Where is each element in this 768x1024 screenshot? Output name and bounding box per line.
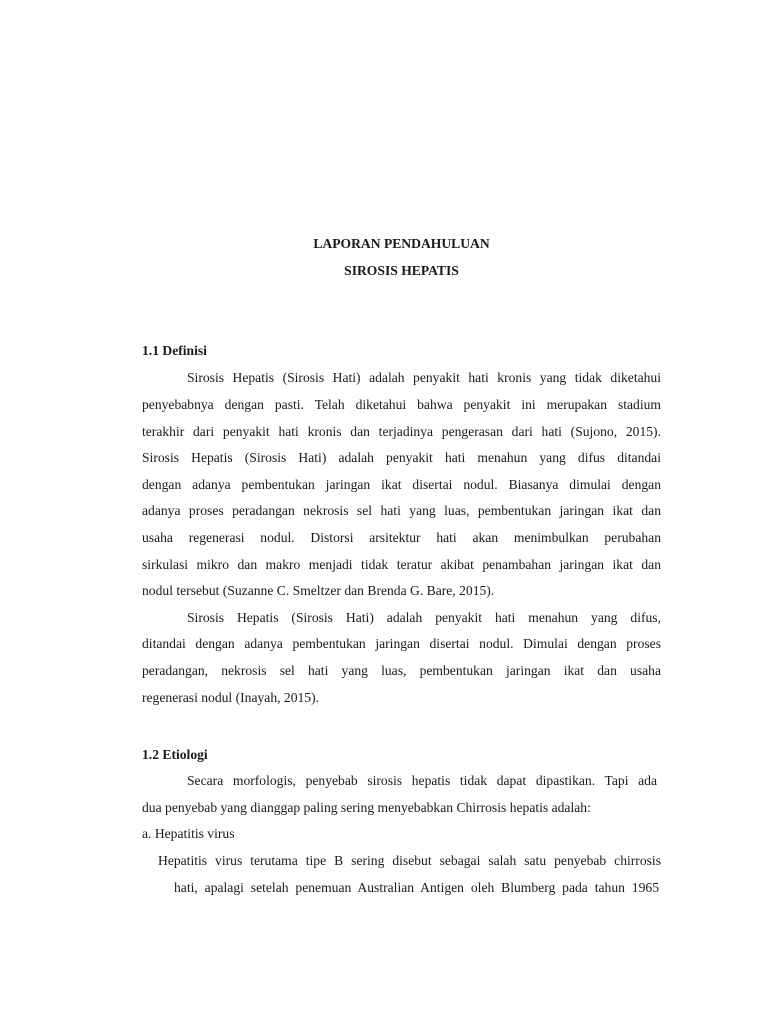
paragraph-line: Secara morfologis, penyebab sirosis hepatis tidak dapat dipastikan. Tapi ada	[187, 773, 657, 788]
paragraph-line: peradangan, nekrosis sel hati yang luas, pembentukan jaringan ikat dan usaha	[142, 663, 661, 678]
paragraph-line: penyebabnya dengan pasti. Telah diketahui bahwa penyakit ini merupakan stadium	[142, 397, 661, 412]
list-item-line: hati, apalagi setelah penemuan Australian Antigen oleh Blumberg pada tahun 1965	[174, 880, 659, 895]
document-subtitle: SIROSIS HEPATIS	[344, 263, 459, 278]
list-item-label: a. Hepatitis virus	[142, 826, 235, 841]
paragraph-line: usaha regenerasi nodul. Distorsi arsitektur hati akan menimbulkan perubahan	[142, 530, 661, 545]
list-item-line: Hepatitis virus terutama tipe B sering disebut sebagai salah satu penyebab chirrosis	[158, 853, 661, 868]
document-title: LAPORAN PENDAHULUAN	[313, 236, 490, 251]
section-heading-etiologi: 1.2 Etiologi	[142, 747, 208, 762]
paragraph-line: dengan adanya pembentukan jaringan ikat disertai nodul. Biasanya dimulai dengan	[142, 477, 661, 492]
paragraph-line: Sirosis Hepatis (Sirosis Hati) adalah penyakit hati menahun yang difus ditandai	[142, 450, 661, 465]
paragraph-line: adanya proses peradangan nekrosis sel hati yang luas, pembentukan jaringan ikat dan	[142, 503, 661, 518]
paragraph-line: dua penyebab yang dianggap paling sering menyebabkan Chirrosis hepatis adalah:	[142, 800, 591, 815]
paragraph-line: ditandai dengan adanya pembentukan jaringan disertai nodul. Dimulai dengan proses	[142, 636, 661, 651]
paragraph-line: nodul tersebut (Suzanne C. Smeltzer dan Brenda G. Bare, 2015).	[142, 583, 495, 598]
paragraph-line: terakhir dari penyakit hati kronis dan terjadinya pengerasan dari hati (Sujono, 2015).	[142, 424, 661, 439]
section-heading-definisi: 1.1 Definisi	[142, 343, 207, 358]
paragraph-line: Sirosis Hepatis (Sirosis Hati) adalah penyakit hati menahun yang difus,	[187, 610, 661, 625]
paragraph-line: regenerasi nodul (Inayah, 2015).	[142, 690, 320, 705]
paragraph-line: Sirosis Hepatis (Sirosis Hati) adalah penyakit hati kronis yang tidak diketahui	[187, 370, 661, 385]
paragraph-line: sirkulasi mikro dan makro menjadi tidak teratur akibat penambahan jaringan ikat dan	[142, 557, 661, 572]
